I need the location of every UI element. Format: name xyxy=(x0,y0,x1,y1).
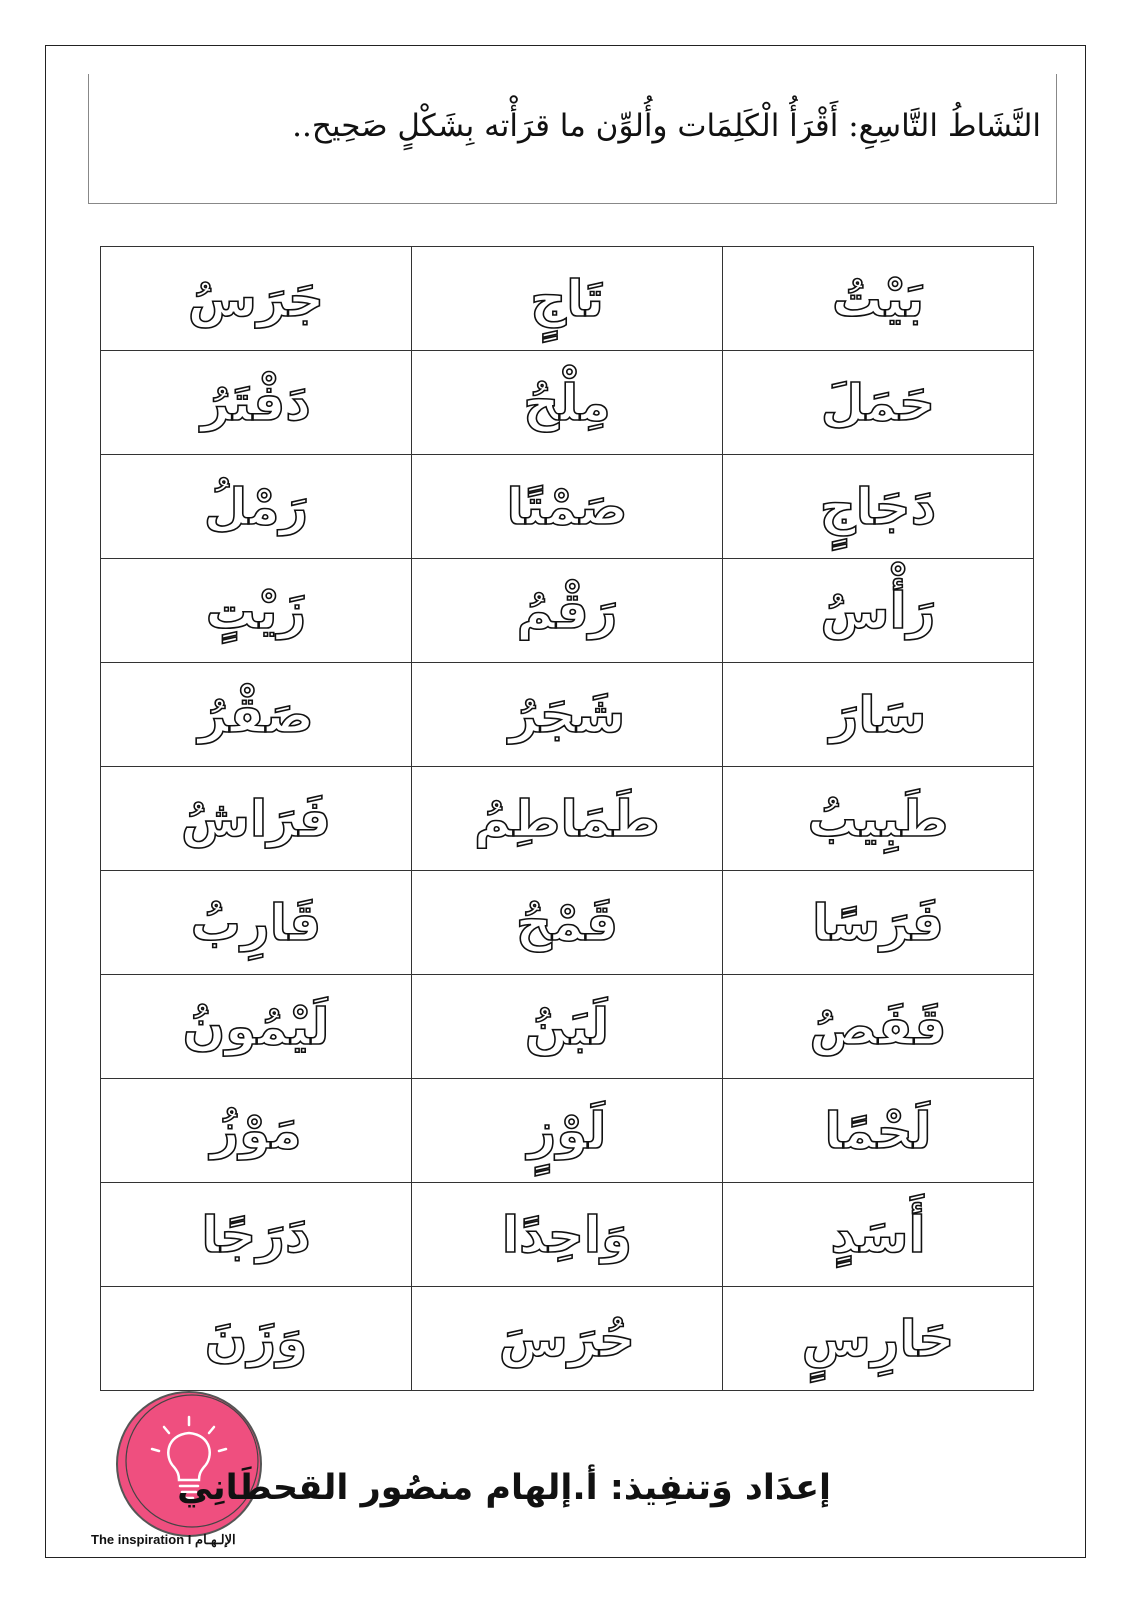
table-row xyxy=(101,559,1034,663)
word-cell: حَمَلَ xyxy=(723,351,1034,455)
word-cell: دَفْتَرُ xyxy=(101,351,412,455)
logo-caption: The inspiration I الإلـهـام xyxy=(91,1532,236,1547)
word-cell: طَمَاطِمُ xyxy=(412,767,723,871)
word-cell: زَيْتٍ xyxy=(101,559,412,663)
word-cell: أَسَدٍ xyxy=(723,1183,1034,1287)
word-cell: جَرَسُ xyxy=(101,247,412,351)
word-cell: رَقْمُ xyxy=(412,559,723,663)
word-cell: فَرَسًا xyxy=(723,871,1034,975)
table-row xyxy=(101,663,1034,767)
activity-instruction: النَّشَاطُ التَّاسِعِ: أَقْرَأُ الْكَلِمَات وأُلوِّن ما قرَأْته بِشَكْلٍ صَحِيح.. xyxy=(292,108,1041,144)
table-row xyxy=(101,455,1034,559)
word-cell: صَقْرُ xyxy=(101,663,412,767)
word-cell: لَبَنُ xyxy=(412,975,723,1079)
table-row xyxy=(101,975,1034,1079)
word-cell: فَرَاشُ xyxy=(101,767,412,871)
table-row xyxy=(101,1183,1034,1287)
word-cell: شَجَرُ xyxy=(412,663,723,767)
word-cell: قَفَصُ xyxy=(723,975,1034,1079)
table-row xyxy=(101,767,1034,871)
word-cell: حُرَسَ xyxy=(412,1287,723,1391)
word-cell: دَرَجًا xyxy=(101,1183,412,1287)
word-cell: لَوْزٍ xyxy=(412,1079,723,1183)
word-cell: حَارِسٍ xyxy=(723,1287,1034,1391)
word-cell: لَيْمُونُ xyxy=(101,975,412,1079)
logo-lightbulb-icon xyxy=(112,1387,266,1541)
table-row xyxy=(101,1079,1034,1183)
table-row xyxy=(101,247,1034,351)
table-row xyxy=(101,351,1034,455)
table-row xyxy=(101,1287,1034,1391)
word-cell: سَارَ xyxy=(723,663,1034,767)
table-row xyxy=(101,871,1034,975)
word-cell: رَمْلُ xyxy=(101,455,412,559)
word-cell: مَوْزُ xyxy=(101,1079,412,1183)
author-credit: إعدَاد وَتنفِيذ: أ.إلهام منصُور القحطَانِي xyxy=(177,1468,831,1508)
word-cell: مِلْحُ xyxy=(412,351,723,455)
word-cell: رَأْسُ xyxy=(723,559,1034,663)
word-cell: بَيْتُ xyxy=(723,247,1034,351)
word-cell: وَزَنَ xyxy=(101,1287,412,1391)
word-cell: قَارِبُ xyxy=(101,871,412,975)
word-cell: لَحْمًا xyxy=(723,1079,1034,1183)
word-cell: دَجَاجٍ xyxy=(723,455,1034,559)
word-cell: قَمْحُ xyxy=(412,871,723,975)
word-cell: طَبِيبُ xyxy=(723,767,1034,871)
word-cell: صَمْتًا xyxy=(412,455,723,559)
word-grid xyxy=(100,246,1034,1391)
word-cell: تَاجٍ xyxy=(412,247,723,351)
word-cell: وَاحِدًا xyxy=(412,1183,723,1287)
